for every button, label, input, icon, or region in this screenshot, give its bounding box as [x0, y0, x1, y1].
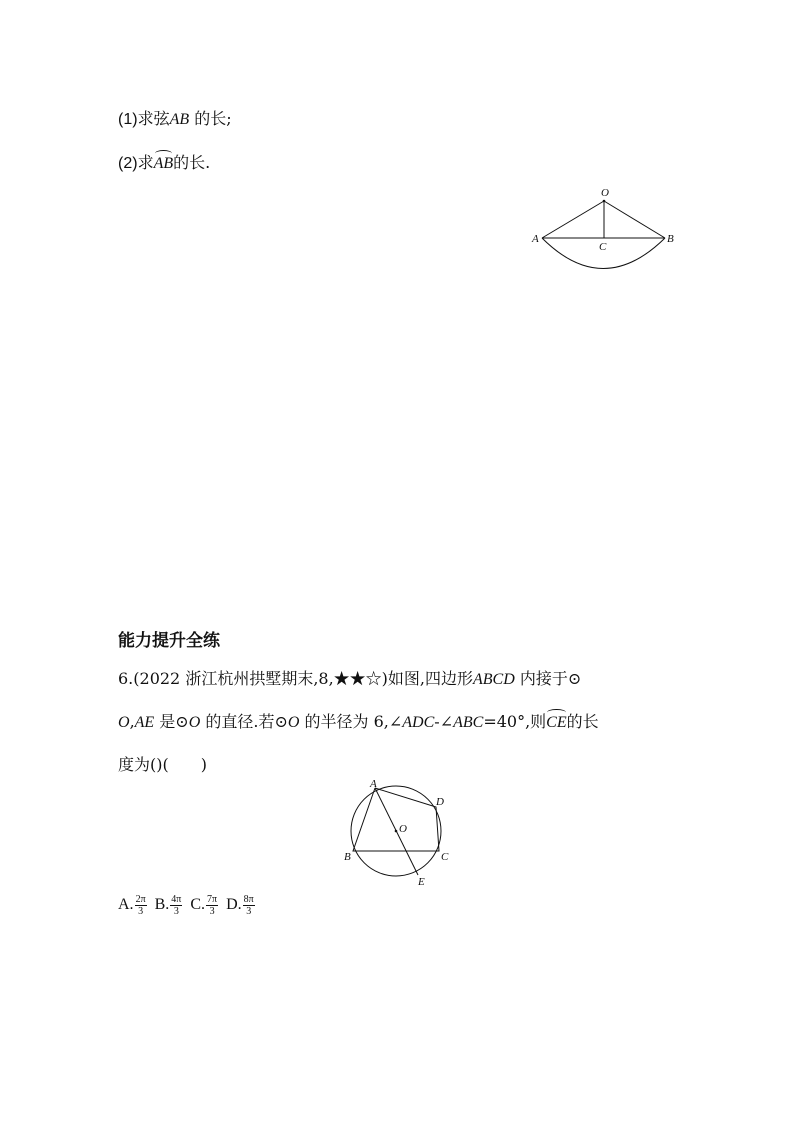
- comma: ,: [129, 712, 135, 731]
- center-dot: [395, 830, 398, 833]
- choice-c-letter: C.: [190, 896, 206, 914]
- text-length: 的长: [566, 712, 599, 731]
- choice-c-denominator: 3: [209, 906, 215, 917]
- choice-b-numerator: 4π: [171, 894, 182, 905]
- text-diameter: 的直径.若⊙: [200, 712, 288, 731]
- segment-oa: [542, 201, 604, 238]
- choice-b-letter: B.: [154, 896, 170, 914]
- choice-d-numerator: 8π: [243, 894, 254, 905]
- choice-c-fraction: [206, 894, 218, 917]
- choice-a-letter: A.: [118, 896, 134, 914]
- label-c: C: [441, 851, 449, 863]
- var-adc: ADC: [402, 714, 435, 731]
- question-1-variable: AB: [169, 111, 190, 128]
- choice-b-fraction: [170, 894, 182, 917]
- label-o: O: [399, 823, 407, 835]
- choice-c[interactable]: [190, 894, 219, 917]
- answer-choices: [118, 894, 259, 917]
- label-a: A: [532, 233, 539, 245]
- question-1-text-post: 的长;: [194, 109, 232, 128]
- question-1-text-pre: 求弦: [137, 109, 170, 128]
- text-is-circle: 是⊙: [154, 712, 189, 731]
- question-1-number: (1): [118, 111, 138, 128]
- choice-d-denominator: 3: [246, 906, 252, 917]
- label-a: A: [370, 778, 377, 790]
- text-minus-angle: -∠: [434, 712, 454, 731]
- choice-a-denominator: 3: [138, 906, 144, 917]
- question-2-arc: AB: [154, 151, 174, 175]
- section-title: 能力提升全练: [118, 631, 220, 651]
- label-o: O: [601, 187, 609, 199]
- choice-a[interactable]: [118, 894, 148, 917]
- var-o-3: O: [287, 714, 300, 731]
- arc-ce: CE: [546, 710, 566, 734]
- point-o-dot: [603, 200, 606, 203]
- question-6-inscribed: 内接于⊙: [514, 669, 582, 688]
- label-e: E: [418, 876, 425, 888]
- choice-d-fraction: [243, 894, 255, 917]
- question-6-quad: ABCD: [473, 671, 515, 688]
- question-2: [118, 151, 210, 175]
- question-2-text-post: 的长.: [173, 153, 211, 172]
- choice-d-letter: D.: [226, 896, 242, 914]
- choice-d[interactable]: [226, 894, 256, 917]
- var-abc: ABC: [453, 714, 484, 731]
- question-6-answer-blank: 度为()( ): [118, 755, 207, 774]
- var-ae: AE: [134, 714, 155, 731]
- figure-sector: [528, 184, 688, 274]
- text-equals-40: =40°,则: [483, 712, 547, 731]
- var-o-2: O: [188, 714, 201, 731]
- question-6-prefix: 6.(2022 浙江杭州拱墅期末,8,★★☆)如图,四边形: [118, 669, 473, 688]
- question-2-text-pre: 求: [137, 153, 154, 172]
- var-o: O: [118, 714, 130, 731]
- segment-ob: [604, 201, 665, 238]
- figure-circle: [340, 778, 460, 890]
- question-2-number: (2): [118, 155, 138, 172]
- question-6-line-3: [118, 754, 207, 776]
- text-radius: 的半径为 6,∠: [299, 712, 403, 731]
- choice-b-denominator: 3: [173, 906, 179, 917]
- choice-a-numerator: 2π: [135, 894, 146, 905]
- question-1: [118, 108, 232, 131]
- label-b: B: [667, 233, 674, 245]
- choice-b[interactable]: [154, 894, 184, 917]
- choice-a-fraction: [135, 894, 147, 917]
- label-c: C: [599, 241, 607, 253]
- label-b: B: [344, 851, 351, 863]
- label-d: D: [436, 796, 444, 808]
- question-6-line-2: [118, 710, 599, 734]
- choice-c-numerator: 7π: [207, 894, 218, 905]
- question-6-line-1: [118, 668, 581, 691]
